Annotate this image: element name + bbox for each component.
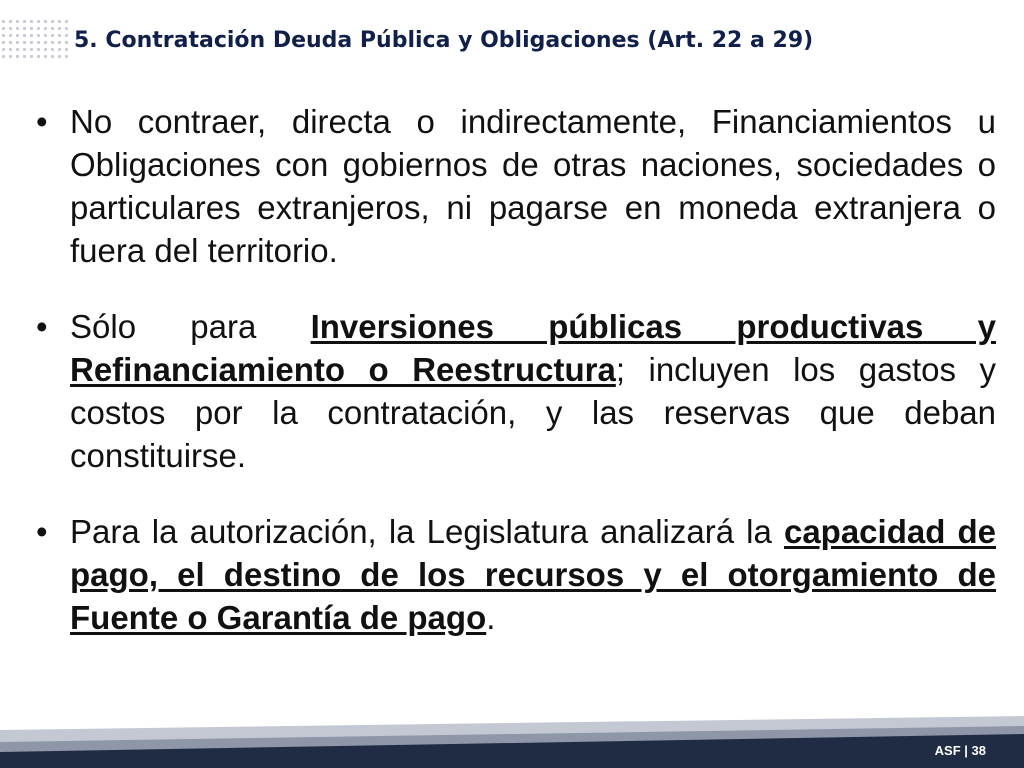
bullet-item-1 (36, 100, 996, 272)
bullet-item-2 (36, 305, 996, 477)
footer-separator: | (964, 743, 968, 758)
slide-title (74, 28, 813, 53)
bullet-icon: • (36, 513, 48, 550)
bullet-3-text-pre: Para la autorización, la Legislatura analizará la (70, 513, 784, 550)
slide-title-main: 5. Contratación Deuda Pública y Obligaciones (74, 28, 640, 53)
bullet-2-emphasis: Inversiones públicas productivas y Refinanciamiento o Reestructura (70, 308, 996, 388)
page-number: 38 (971, 743, 986, 758)
bullet-2-text-post: ; incluyen los gastos y costos por la contratación, y las reservas que deban constituirse. (70, 351, 996, 474)
footer-band (0, 708, 1024, 768)
footer-org: ASF (934, 743, 961, 758)
footer-label (935, 743, 986, 758)
bullet-icon: • (36, 308, 48, 345)
bullet-3-emphasis: capacidad de pago, el destino de los recursos y el otorgamiento de Fuente o Garantía de pago (70, 513, 996, 636)
slide-title-article-ref: (Art. 22 a 29) (647, 28, 814, 53)
bullet-1-text: No contraer, directa o indirectamente, Financiamientos u Obligaciones con gobiernos de otras naciones, sociedades o particulares extranjeros, ni pagarse en moneda extranjera o fuera del territorio. (70, 103, 996, 269)
decorative-dot-grid (0, 18, 70, 62)
bullet-item-3 (36, 510, 996, 639)
bullet-2-text-pre: Sólo para (70, 308, 311, 345)
bullet-3-text-post: . (486, 599, 496, 636)
bullet-icon: • (36, 103, 48, 140)
bullet-list (36, 100, 996, 639)
